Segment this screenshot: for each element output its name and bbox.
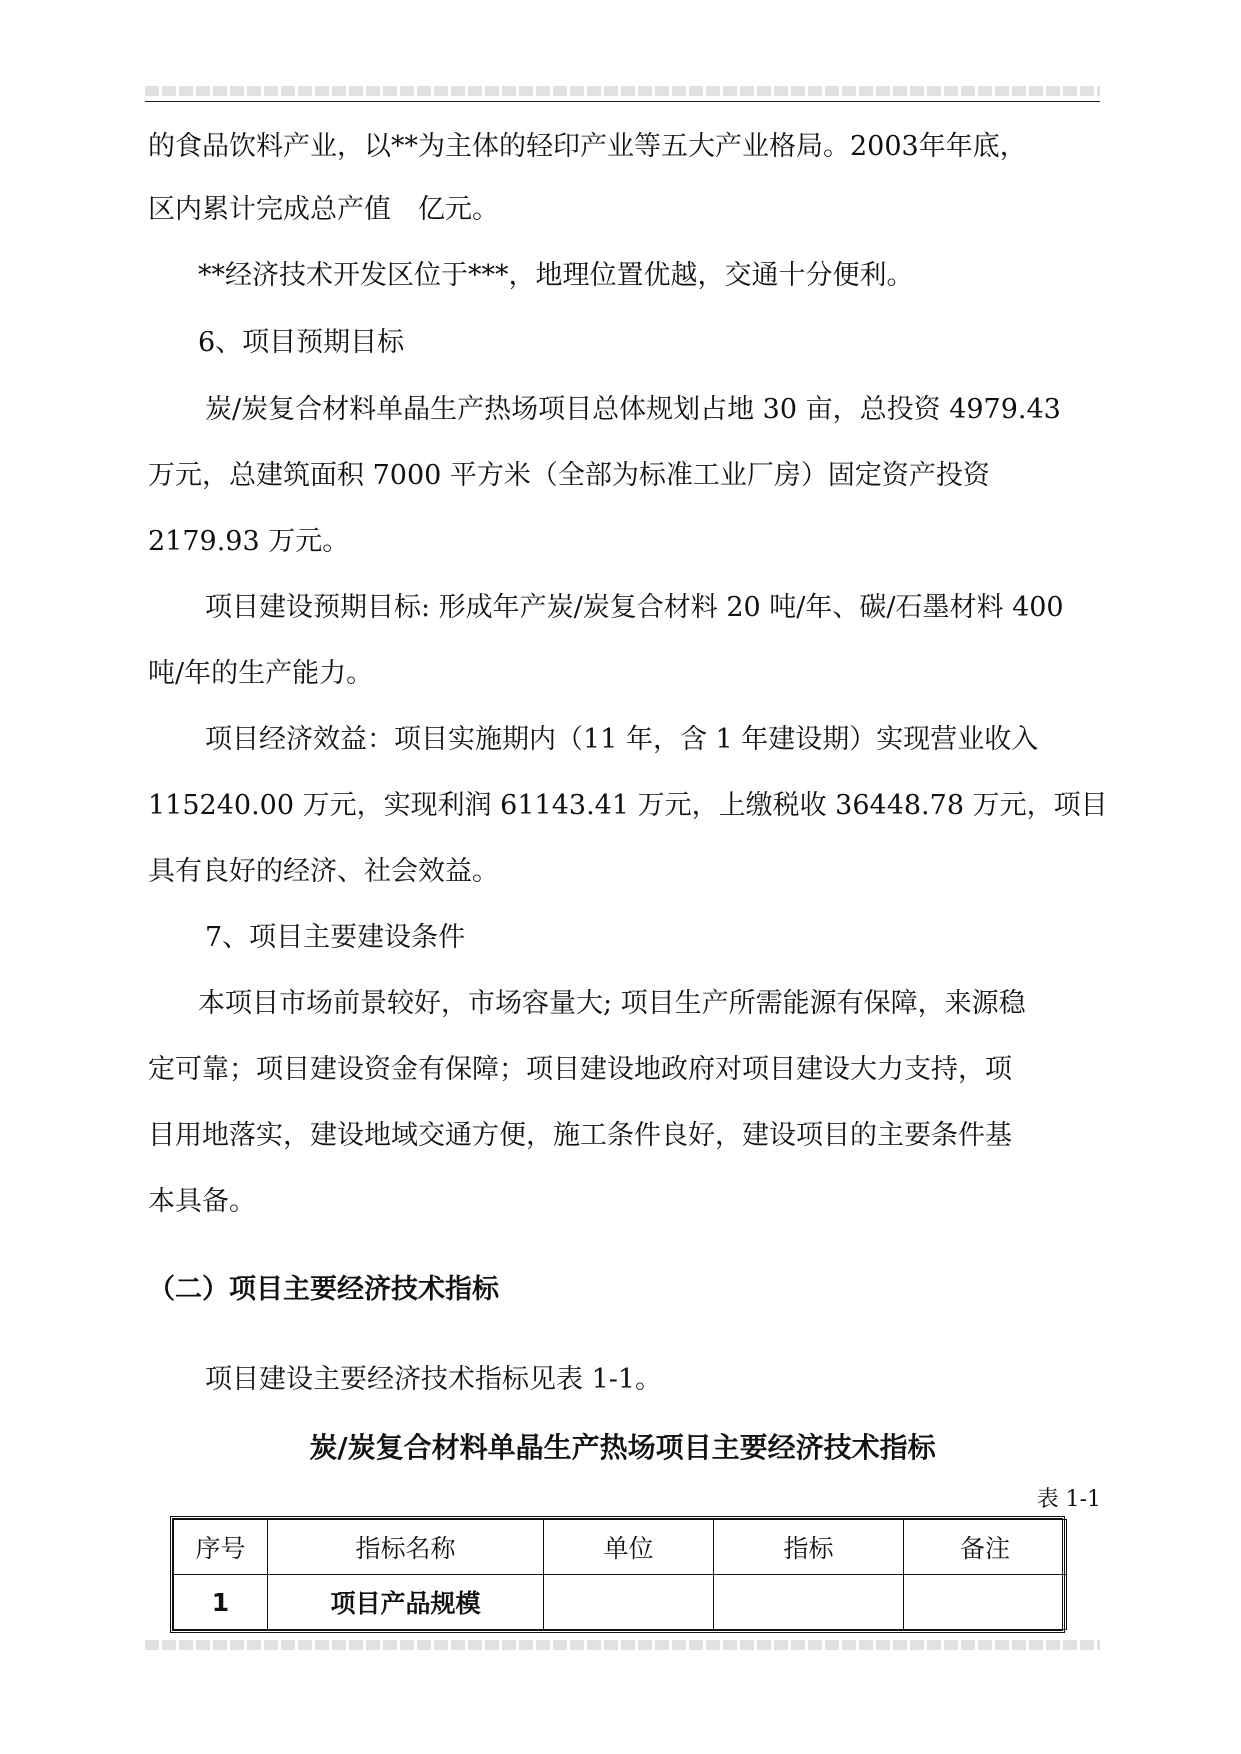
table-row <box>174 1575 1067 1630</box>
paragraph-line: 项目建设预期目标: 形成年产炭/炭复合材料 20 吨/年、碳/石墨材料 400 <box>205 592 1064 623</box>
intro-text: 项目建设主要经济技术指标见表 1-1。 <box>205 1364 663 1395</box>
table-header-cell: 备注 <box>904 1520 1067 1575</box>
paragraph-line: 炭/炭复合材料单晶生产热场项目总体规划占地 30 亩，总投资 4979.43 <box>205 394 1061 425</box>
paragraph-line: **经济技术开发区位于***，地理位置优越，交通十分便利。 <box>198 260 914 291</box>
paragraph-line: 吨/年的生产能力。 <box>148 658 374 689</box>
footer-decorative-rule <box>145 1640 1100 1650</box>
table-cell: 1 <box>174 1575 268 1630</box>
paragraph-line: 定可靠；项目建设资金有保障；项目建设地政府对项目建设大力支持，项 <box>148 1054 1012 1085</box>
table-cell <box>544 1575 714 1630</box>
indicator-table <box>170 1516 1065 1633</box>
table-cell <box>714 1575 904 1630</box>
table-header-cell: 单位 <box>544 1520 714 1575</box>
table-number: 表 1-1 <box>1036 1487 1101 1512</box>
header-line <box>145 101 1100 102</box>
table-header-cell: 指标名称 <box>268 1520 544 1575</box>
paragraph-line: 区内累计完成总产值 亿元。 <box>148 194 499 225</box>
subheading-line: 6、项目预期目标 <box>198 327 405 358</box>
paragraph-line: 项目经济效益：项目实施期内（11 年，含 1 年建设期）实现营业收入 <box>205 724 1039 755</box>
paragraph-line: 具有良好的经济、社会效益。 <box>148 856 499 887</box>
section-heading: （二）项目主要经济技术指标 <box>148 1274 499 1305</box>
paragraph-line: 万元，总建筑面积 7000 平方米（全部为标准工业厂房）固定资产投资 <box>148 460 990 491</box>
paragraph-line: 115240.00 万元，实现利润 61143.41 万元，上缴税收 36448.78 万元，项目 <box>148 790 1108 821</box>
table-cell <box>904 1575 1067 1630</box>
paragraph-line: 2179.93 万元。 <box>148 526 350 557</box>
subheading-line: 7、项目主要建设条件 <box>205 922 466 953</box>
table-header-cell: 指标 <box>714 1520 904 1575</box>
table-cell: 项目产品规模 <box>268 1575 544 1630</box>
paragraph-line: 目用地落实，建设地域交通方便，施工条件良好，建设项目的主要条件基 <box>148 1120 1012 1151</box>
paragraph-line: 本具备。 <box>148 1186 256 1217</box>
paragraph-line: 的食品饮料产业，以**为主体的轻印产业等五大产业格局。2003年年底， <box>148 131 1027 162</box>
header-decorative-rule <box>145 86 1100 96</box>
table-header-row <box>174 1520 1067 1575</box>
table-title: 炭/炭复合材料单晶生产热场项目主要经济技术指标 <box>309 1431 936 1464</box>
paragraph-line: 本项目市场前景较好，市场容量大; 项目生产所需能源有保障，来源稳 <box>198 988 1026 1019</box>
table-header-cell: 序号 <box>174 1520 268 1575</box>
